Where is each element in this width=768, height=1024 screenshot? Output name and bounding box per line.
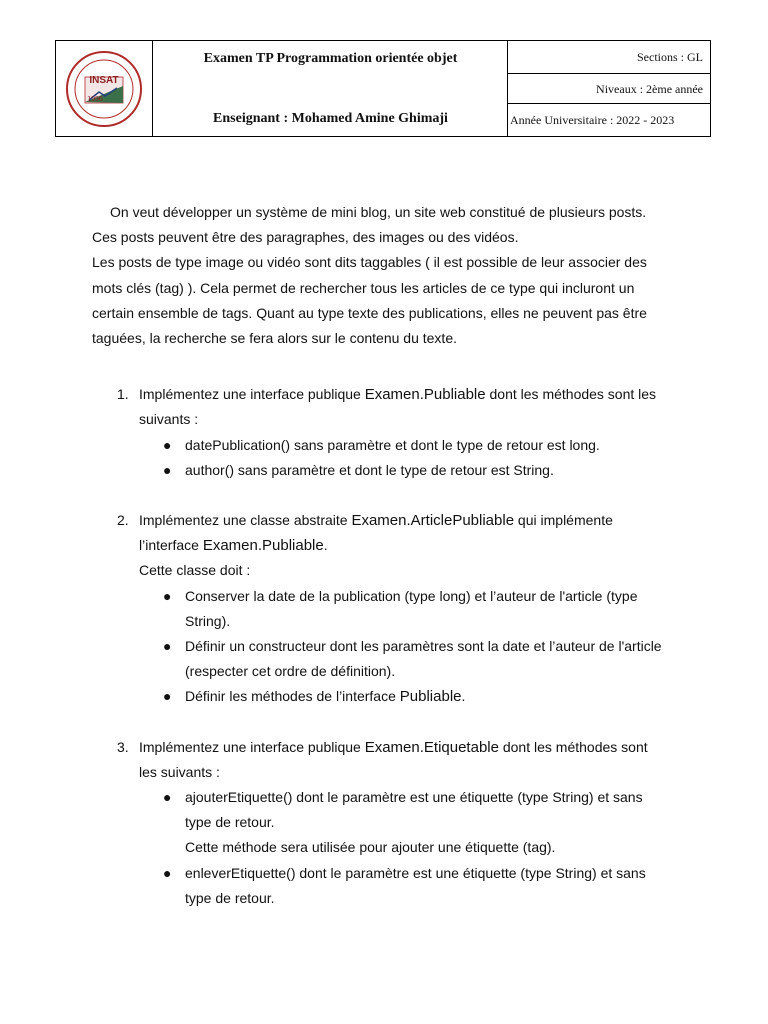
question-line: l’interface Examen.Publiable. bbox=[139, 537, 328, 555]
list-item: ● ajouterEtiquette() dont le paramètre est une étiquette (type String) et sans type de retour. Cette méthode sera utilisée pour ajouter une étiquette (tag). bbox=[139, 785, 722, 861]
question-line: Implémentez une interface publique Examen.Etiquetable dont les méthodes sont bbox=[139, 738, 648, 756]
code-identifier: Examen.ArticlePubliable bbox=[351, 512, 515, 530]
question-line: les suivants : bbox=[139, 763, 220, 780]
code-identifier: Examen.Publiable bbox=[202, 537, 324, 555]
list-item: ● datePublication() sans paramètre et dont le type de retour est long. bbox=[139, 433, 722, 458]
exam-body bbox=[92, 200, 722, 936]
title-cell bbox=[153, 41, 508, 136]
bullet-icon: ● bbox=[163, 461, 172, 478]
question-line: Cette classe doit : bbox=[139, 562, 251, 579]
bullet-list bbox=[139, 785, 722, 911]
teacher-name: Enseignant : Mohamed Amine Ghimaji bbox=[213, 111, 448, 126]
info-cells bbox=[508, 41, 710, 136]
list-item: ● author() sans paramètre et dont le type de retour est String. bbox=[139, 458, 722, 483]
bullet-icon: ● bbox=[163, 864, 172, 881]
intro-line: On veut développer un système de mini blog, un site web constitué de plusieurs posts. bbox=[110, 204, 647, 220]
bullet-icon: ● bbox=[163, 587, 172, 604]
code-identifier: Publiable bbox=[399, 688, 462, 706]
list-item: ● Définir les méthodes de l’interface Publiable. bbox=[139, 684, 722, 709]
question-line: suivants : bbox=[139, 411, 199, 428]
exam-header-table bbox=[55, 40, 711, 137]
niveaux-cell: Niveaux : 2ème année bbox=[508, 74, 710, 104]
question-number: 2. bbox=[117, 512, 129, 529]
question-1 bbox=[92, 382, 722, 483]
intro-paragraph bbox=[92, 200, 722, 351]
list-item: ● Définir un constructeur dont les paramètres sont la date et l’auteur de l'article (respecter cet ordre de définition). bbox=[139, 634, 722, 684]
logo-cell bbox=[56, 41, 153, 136]
sections-cell: Sections : GL bbox=[508, 41, 710, 74]
question-3 bbox=[92, 735, 722, 911]
bullet-icon: ● bbox=[163, 436, 172, 453]
annee-cell: Année Universitaire : 2022 - 2023 bbox=[510, 113, 675, 127]
question-list bbox=[92, 382, 722, 911]
intro-line: Les posts de type image ou vidéo sont dits taggables ( il est possible de leur associer des bbox=[92, 254, 647, 271]
code-identifier: Examen.Publiable bbox=[364, 386, 486, 404]
intro-line: Ces posts peuvent être des paragraphes, des images ou des vidéos. bbox=[92, 229, 519, 246]
bullet-icon: ● bbox=[163, 638, 172, 655]
code-identifier: Examen.Etiquetable bbox=[364, 738, 499, 756]
bullet-icon: ● bbox=[163, 688, 172, 705]
bullet-list bbox=[139, 584, 722, 710]
intro-line: taguées, la recherche se fera alors sur le contenu du texte. bbox=[92, 330, 457, 347]
list-item: ● Conserver la date de la publication (type long) et l’auteur de l'article (type String). bbox=[139, 584, 722, 634]
svg-text:INSAT: INSAT bbox=[89, 74, 119, 86]
intro-line: certain ensemble de tags. Quant au type texte des publications, elles ne peuvent pas être bbox=[92, 304, 647, 321]
bullet-list bbox=[139, 433, 722, 483]
question-line: Implémentez une classe abstraite Examen.ArticlePubliable qui implémente bbox=[139, 512, 613, 530]
bullet-icon: ● bbox=[163, 789, 172, 806]
question-number: 3. bbox=[117, 738, 129, 755]
exam-title: Examen TP Programmation orientée objet bbox=[203, 51, 458, 66]
intro-line: mots clés (tag) ). Cela permet de rechercher tous les articles de ce type qui incluront un bbox=[92, 279, 635, 296]
question-line: Implémentez une interface publique Examen.Publiable dont les méthodes sont les bbox=[139, 386, 657, 404]
method-note: Cette méthode sera utilisée pour ajouter une étiquette (tag). bbox=[185, 839, 556, 856]
question-2 bbox=[92, 508, 722, 710]
list-item: ● enleverEtiquette() dont le paramètre est une étiquette (type String) et sans type de retour. bbox=[139, 861, 722, 911]
svg-text:1996: 1996 bbox=[87, 95, 103, 103]
question-number: 1. bbox=[117, 386, 129, 403]
insat-logo bbox=[65, 50, 143, 128]
